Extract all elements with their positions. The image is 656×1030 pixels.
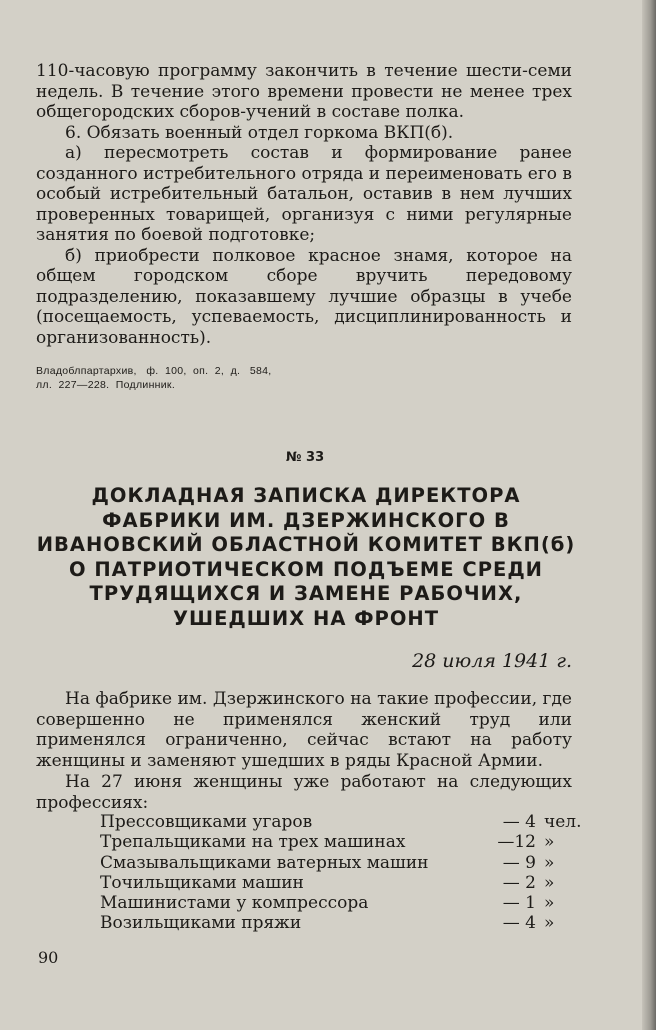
profession-name: Точильщиками машин xyxy=(100,872,304,893)
professions-list xyxy=(100,812,582,934)
list-item xyxy=(100,853,576,873)
page-edge-shadow xyxy=(642,0,656,1030)
profession-count: — 4 xyxy=(502,913,536,934)
profession-count: — 1 xyxy=(502,893,536,914)
document-title: ДОКЛАДНАЯ ЗАПИСКА ДИРЕКТОРА ФАБРИКИ ИМ. ДЗЕРЖИНСКОГО В ИВАНОВСКИЙ ОБЛАСТНОЙ КОМИТЕТ ВКП(б) О ПАТРИОТИЧЕСКОМ ПОДЪЕМЕ СРЕДИ ТРУДЯЩИХСЯ И ЗАМЕНЕ РАБОЧИХ, УШЕДШИХ НА ФРОНТ xyxy=(36,484,576,630)
paragraph-professions-intro: На 27 июня женщины уже работают на следующих профессиях: xyxy=(36,772,572,813)
profession-name: Смазывальщиками ватерных машин xyxy=(100,852,429,873)
profession-name: Машинистами у компрессора xyxy=(100,893,369,914)
profession-name: Возильщиками пряжи xyxy=(100,913,302,934)
archive-reference-line-1: Владоблпартархив, ф. 100, оп. 2, д. 584, xyxy=(36,365,272,377)
profession-count: — 2 xyxy=(502,872,536,893)
paragraph-point-6a: а) пересмотреть состав и формирование ранее созданного истребительного отряда и переименовать его в особый истребительный батальон, оставив в нем лучших проверенных товарищей, организуя с ними регулярные занятия по боевой подготовке; xyxy=(36,143,572,245)
paragraph-program: 110-часовую программу закончить в течение шести-семи недель. В течение этого времени провести не менее трех общегородских сборов-учений в составе полка. xyxy=(36,61,572,122)
profession-count: — 9 xyxy=(502,852,536,873)
continued-text-block xyxy=(36,61,572,348)
paragraph-point-6b: б) приобрести полковое красное знамя, которое на общем городском сборе вручить передовому подразделению, показавшему лучшие образцы в учебе (посещаемость, успеваемость, дисциплинированность и организованность). xyxy=(36,245,572,348)
profession-unit: » xyxy=(544,893,555,914)
list-item xyxy=(100,812,582,832)
profession-unit: » xyxy=(544,832,555,853)
profession-unit: » xyxy=(544,913,555,934)
list-item xyxy=(100,913,576,933)
profession-name: Прессовщиками угаров xyxy=(100,812,313,832)
paragraph-point-6: 6. Обязать военный отдел горкома ВКП(б). xyxy=(65,122,454,143)
page-number: 90 xyxy=(38,948,59,967)
profession-unit: » xyxy=(544,872,555,893)
archive-reference xyxy=(36,364,272,392)
profession-name: Трепальщиками на трех машинах xyxy=(100,832,406,853)
document-date: 28 июля 1941 г. xyxy=(412,650,572,672)
profession-unit: чел. xyxy=(544,812,582,832)
list-item xyxy=(100,873,576,893)
profession-count: — 4 xyxy=(502,812,536,832)
list-item xyxy=(100,893,576,913)
document-number: № 33 xyxy=(285,450,325,465)
profession-unit: » xyxy=(544,852,555,873)
report-text-block xyxy=(36,689,572,813)
profession-count: —12 xyxy=(497,832,536,853)
paragraph-women-labor: На фабрике им. Дзержинского на такие профессии, где совершенно не применялся женский труд или применялся ограниченно, сейчас встают на работу женщины и заменяют ушедших в ряды Красной Армии. xyxy=(36,689,572,771)
list-item xyxy=(100,832,576,852)
archive-reference-line-2: лл. 227—228. Подлинник. xyxy=(36,379,176,391)
